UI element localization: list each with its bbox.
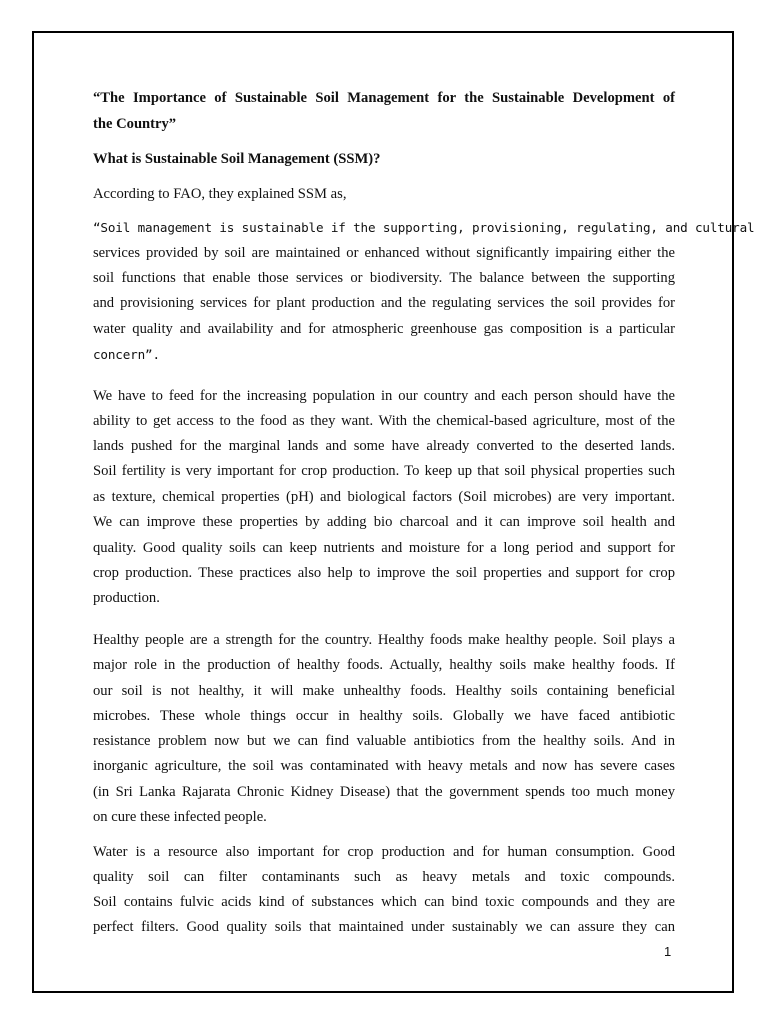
paragraph-3-line: Soil contains fulvic acids kind of substances which can bind toxic compounds and they are [93,894,675,910]
paragraph-1-line: lands pushed for the marginal lands and some have already converted to the deserted lands. [93,438,675,454]
paragraph-2-line: our soil is not healthy, it will make unhealthy foods. Healthy soils containing beneficial [93,683,675,699]
paragraph-3-line: quality soil can filter contaminants such as heavy metals and toxic compounds. [93,869,675,885]
intro-line: According to FAO, they explained SSM as, [93,186,347,202]
paragraph-1-line: Soil fertility is very important for crop production. To keep up that soil physical properties such [93,463,675,479]
paragraph-2-line: major role in the production of healthy foods. Actually, healthy soils make healthy foods. If [93,657,675,673]
section-heading: What is Sustainable Soil Management (SSM)? [93,151,381,167]
paragraph-2-line: inorganic agriculture, the soil was contaminated with heavy metals and now has severe cases [93,758,675,774]
page-number: 1 [664,944,672,959]
paragraph-2-last-line: on cure these infected people. [93,809,267,825]
paragraph-2-line: microbes. These whole things occur in healthy soils. Globally we have faced antibiotic [93,708,675,724]
paragraph-2-line: (in Sri Lanka Rajarata Chronic Kidney Disease) that the government spends too much money [93,784,675,800]
quote-line: soil functions that enable those services or biodiversity. The balance between the supporting [93,270,675,286]
paragraph-3-line: perfect filters. Good quality soils that maintained under sustainably we can assure they can [93,919,675,935]
paragraph-1-last-line: production. [93,590,160,606]
paragraph-2-line: resistance problem now but we can find valuable antibiotics from the healthy soils. And in [93,733,675,749]
paragraph-1-line: ability to get access to the food as they want. With the chemical-based agriculture, most of the [93,413,675,429]
paragraph-1-line: crop production. These practices also help to improve the soil properties and support for crop [93,565,675,581]
quote-line-1: “Soil management is sustainable if the supporting, provisioning, regulating, and cultural [93,220,755,235]
quote-line: and provisioning services for plant production and the regulating services the soil provides for [93,295,675,311]
document-title-line-1: “The Importance of Sustainable Soil Management for the Sustainable Development of [93,90,675,106]
quote-line: water quality and availability and for atmospheric greenhouse gas composition is a particular [93,321,675,337]
quote-end: concern”. [93,347,160,362]
paragraph-1-line: as texture, chemical properties (pH) and biological factors (Soil microbes) are very important. [93,489,675,505]
paragraph-3-line: Water is a resource also important for crop production and for human consumption. Good [93,844,675,860]
paragraph-1-line: quality. Good quality soils can keep nutrients and moisture for a long period and support for [93,540,675,556]
paragraph-2-line: Healthy people are a strength for the country. Healthy foods make healthy people. Soil plays a [93,632,675,648]
paragraph-1-line: We can improve these properties by adding bio charcoal and it can improve soil health and [93,514,675,530]
paragraph-1-line: We have to feed for the increasing population in our country and each person should have the [93,388,675,404]
quote-line: services provided by soil are maintained or enhanced without significantly impairing either the [93,245,675,261]
document-title-line-2: the Country” [93,116,177,132]
